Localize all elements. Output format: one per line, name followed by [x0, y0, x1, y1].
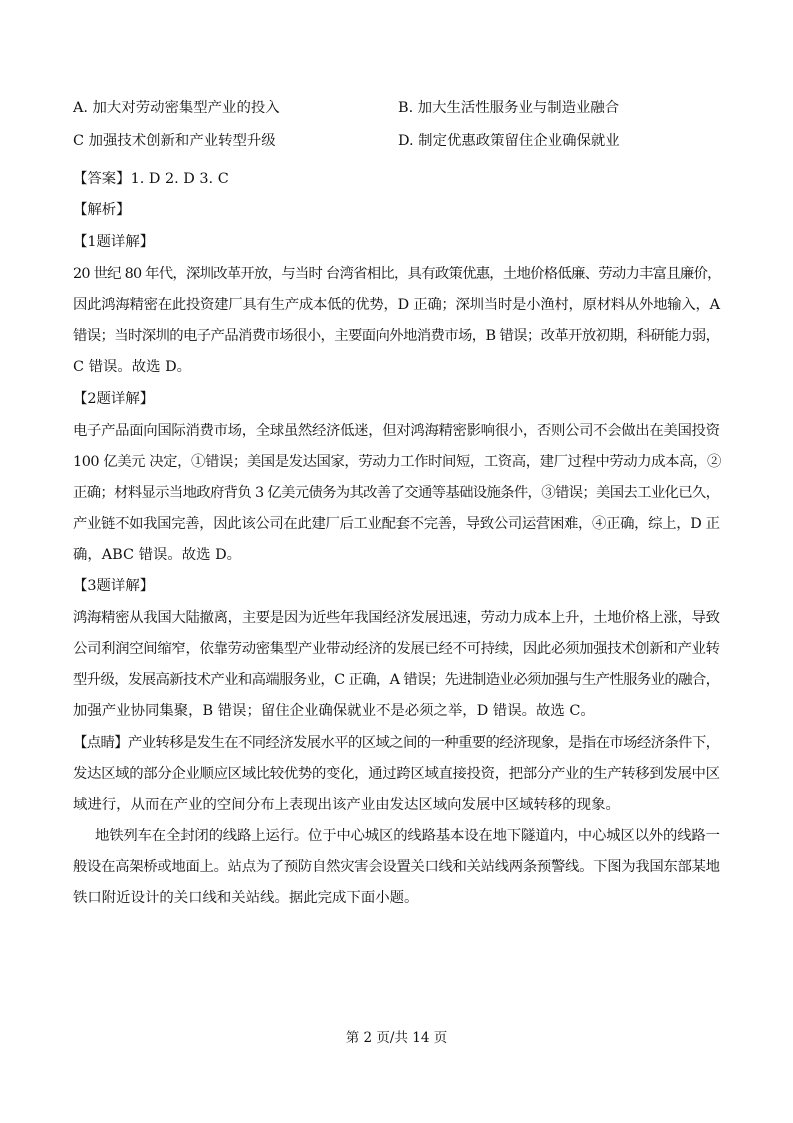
q1-line: 因此鸿海精密在此投资建厂具有生产成本低的优势，D 正确；深圳当时是小渔村，原材料从外地输入，A [73, 297, 720, 313]
question-stem-line: 地铁列车在全封闭的线路上运行。位于中心城区的线路基本设在地下隧道内，中心城区以外的线路一 [95, 828, 720, 844]
q3-line: 公司利润空间缩窄，依靠劳动密集型产业带动经济的发展已经不可持续，因此必须加强技术创新和产业转 [73, 641, 720, 657]
q1-heading: 【1题详解】 [73, 234, 155, 250]
q2-line: 确，ABC 错误。故选 D。 [73, 547, 242, 563]
q2-heading: 【2题详解】 [73, 391, 155, 407]
page-number: 第 2 页/共 14 页 [345, 1030, 448, 1046]
q2-line: 产业链不如我国完善，因此该公司在此建厂后工业配套不完善，导致公司运营困难，④正确，综上，D 正 [73, 516, 720, 532]
comment-line: 发达区域的部分企业顺应区域比较优势的变化，通过跨区域直接投资，把部分产业的生产转移到发展中区 [73, 766, 720, 782]
q2-line: 正确；材料显示当地政府背负 3 亿美元债务为其改善了交通等基础设施条件，③错误；美国去工业化已久， [73, 485, 720, 501]
q2-line: 电子产品面向国际消费市场，全球虽然经济低迷，但对鸿海精密影响很小，否则公司不会做出在美国投资 [73, 423, 720, 439]
q3-line: 型升级，发展高新技术产业和高端服务业，C 正确，A 错误；先进制造业必须加强与生产性服务业的融合， [73, 672, 720, 688]
q3-line: 鸿海精密从我国大陆撤离，主要是因为近些年我国经济发展迅速，劳动力成本上升，土地价格上涨，导致 [73, 610, 720, 626]
q1-line: 错误；当时深圳的电子产品消费市场很小，主要面向外地消费市场，B 错误；改革开放初期，科研能力弱， [73, 328, 720, 344]
q3-line: 加强产业协同集聚，B 错误；留住企业确保就业不是必须之举，D 错误。故选 C。 [73, 703, 595, 719]
q2-line: 100 亿美元 决定，①错误；美国是发达国家，劳动力工作时间短，工资高，建厂过程中劳动力成本高，② [73, 454, 721, 470]
option-d: D. 制定优惠政策留住企业确保就业 [398, 133, 620, 149]
q1-line: 20 世纪 80 年代，深圳改革开放，与当时 台湾省相比，具有政策优惠，土地价格低廉、劳动力丰富且廉价， [73, 266, 721, 282]
question-stem-line: 铁口附近设计的关口线和关站线。据此完成下面小题。 [73, 890, 419, 906]
option-a: A. 加大对劳动密集型产业的投入 [73, 100, 280, 116]
option-b: B. 加大生活性服务业与制造业融合 [398, 100, 620, 116]
comment-line: 【点睛】产业转移是发生在不同经济发展水平的区域之间的一种重要的经济现象，是指在市场经济条件下， [73, 735, 720, 751]
q1-line: C 错误。故选 D。 [73, 359, 192, 375]
comment-line: 域进行，从而在产业的空间分布上表现出该产业由发达区域向发展中区域转移的现象。 [73, 797, 620, 813]
q3-heading: 【3题详解】 [73, 578, 155, 594]
question-stem-line: 般设在高架桥或地面上。站点为了预防自然灾害会设置关口线和关站线两条预警线。下图为我国东部某地 [73, 859, 720, 875]
analysis-heading: 【解析】 [73, 202, 131, 218]
option-c: C 加强技术创新和产业转型升级 [73, 133, 276, 149]
answer-line: 【答案】1. D 2. D 3. C [73, 171, 229, 187]
